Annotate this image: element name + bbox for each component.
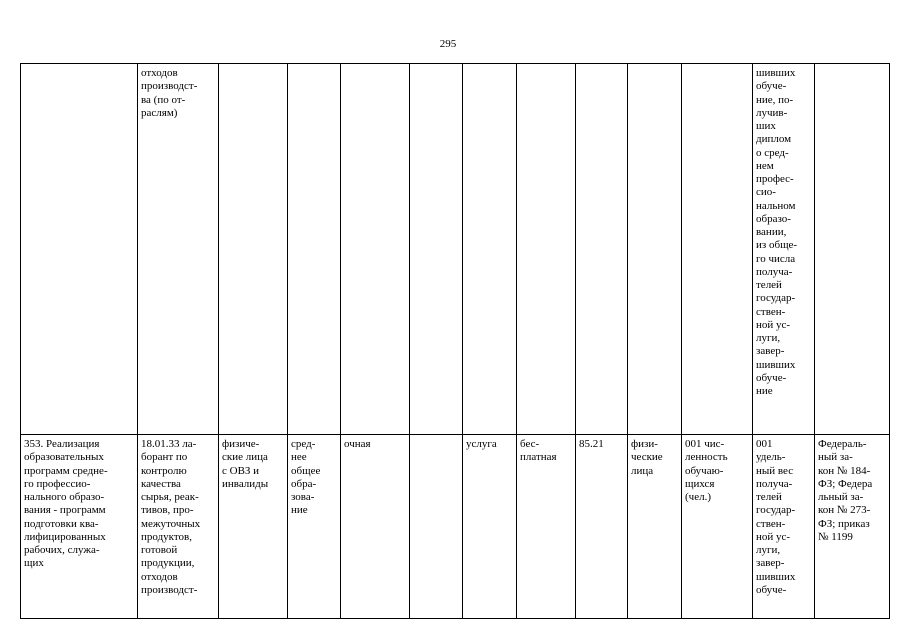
cell-service-name: 353. Реализация образовательных программ средне- го профессио- нального образо- вания - программ подготовки ква- лифицированных рабочих, служа- щих (21, 435, 138, 619)
cell-empty (410, 435, 463, 619)
table-row (21, 64, 890, 435)
cell-okved (576, 64, 628, 435)
cell-education-level (288, 64, 341, 435)
cell-service-name (21, 64, 138, 435)
cell-study-form: очная (341, 435, 410, 619)
table-row (21, 435, 890, 619)
cell-type: услуга (463, 435, 517, 619)
cell-okved: 85.21 (576, 435, 628, 619)
cell-quality-indicator: шивших обуче- ние, по- лучив- ших диплом о сред- нем профес- сио- нальном образо- вании, из обще- го числа получа- телей государ- ствен- ной ус- луги, завер- шивших обуче- ние (753, 64, 815, 435)
cell-study-form (341, 64, 410, 435)
cell-program-code: 18.01.33 ла- борант по контролю качества сырья, реак- тивов, про- межуточных продуктов, готовой продукции, отходов производст- (138, 435, 219, 619)
cell-recipients: физи- ческие лица (628, 435, 682, 619)
cell-payment: бес- платная (517, 435, 576, 619)
cell-recipients (628, 64, 682, 435)
cell-quality-indicator: 001 удель- ный вес получа- телей государ- ствен- ной ус- луги, завер- шивших обуче- (753, 435, 815, 619)
cell-payment (517, 64, 576, 435)
cell-consumer-category: физиче- ские лица с ОВЗ и инвалиды (219, 435, 288, 619)
cell-education-level: сред- нее общее обра- зова- ние (288, 435, 341, 619)
cell-legal-basis (815, 64, 890, 435)
cell-empty (410, 64, 463, 435)
page-number: 295 (439, 38, 457, 50)
cell-program-code: отходов производст- ва (по от- раслям) (138, 64, 219, 435)
cell-volume-indicator (682, 64, 753, 435)
services-table (20, 63, 890, 619)
cell-type (463, 64, 517, 435)
cell-volume-indicator: 001 чис- ленность обучаю- щихся (чел.) (682, 435, 753, 619)
cell-legal-basis: Федераль- ный за- кон № 184- ФЗ; Федера льный за- кон № 273- ФЗ; приказ № 1199 (815, 435, 890, 619)
cell-consumer-category (219, 64, 288, 435)
